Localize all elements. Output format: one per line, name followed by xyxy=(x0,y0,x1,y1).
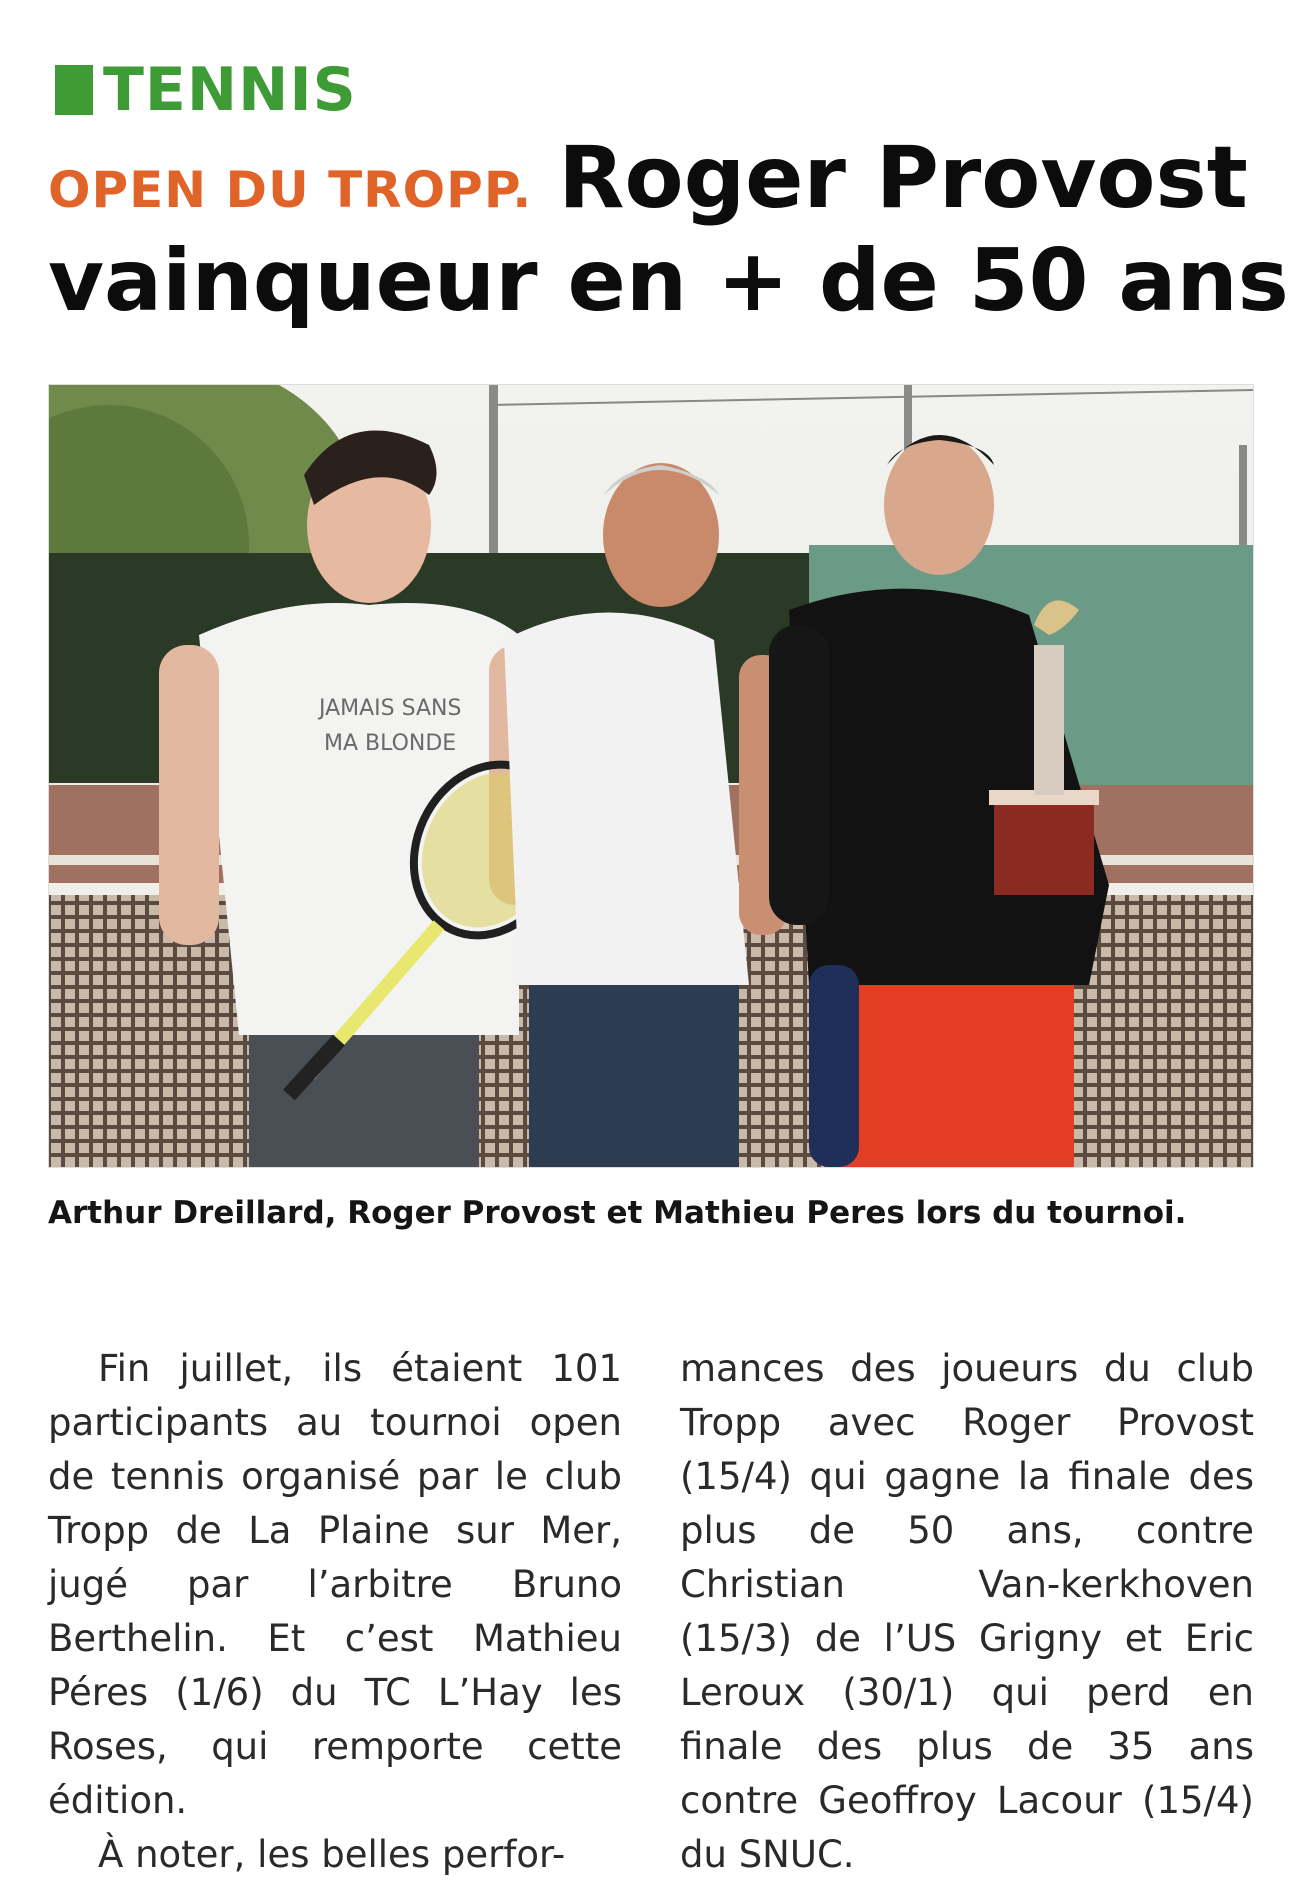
shirt-text-line-1: JAMAIS SANS xyxy=(319,696,462,721)
article-column-2 xyxy=(680,1342,1254,1882)
headline-title-part-1: Roger Provost xyxy=(558,128,1248,228)
headline xyxy=(48,128,1289,331)
section-label: TENNIS xyxy=(103,55,357,125)
article-paragraph-1: Fin juillet, ils étaient 101 participants au tournoi open de tennis organisé par le club Tropp de La Plaine sur Mer, jugé par l’arbitre Bruno Berthelin. Et c’est Mathieu Péres (1/6) du TC L’Hay les Roses, qui remporte cette édition. xyxy=(48,1347,622,1822)
headline-line-1 xyxy=(48,128,1263,233)
article-paragraph-2-continued: mances des joueurs du club Tropp avec Roger Provost (15/4) qui gagne la finale des plus de 50 ans, contre Christian Van-kerkhoven (15/3) de l’US Grigny et Eric Leroux (30/1) qui perd en finale des plus de 35 ans contre Geoffroy Lacour (15/4) du SNUC. xyxy=(680,1347,1254,1876)
shirt-text-line-2: MA BLONDE xyxy=(324,731,457,756)
headline-kicker: OPEN DU TROPP. xyxy=(48,161,533,219)
photo-caption: Arthur Dreillard, Roger Provost et Mathieu Peres lors du tournoi. xyxy=(48,1195,1187,1231)
section-square-icon xyxy=(55,65,93,115)
article-photo xyxy=(48,384,1254,1168)
article-paragraph-2-start: À noter, les belles perfor- xyxy=(98,1833,566,1876)
headline-title-part-2: vainqueur en + de 50 ans xyxy=(48,231,1289,331)
article-column-1 xyxy=(48,1342,622,1882)
section-rubric xyxy=(55,55,357,125)
